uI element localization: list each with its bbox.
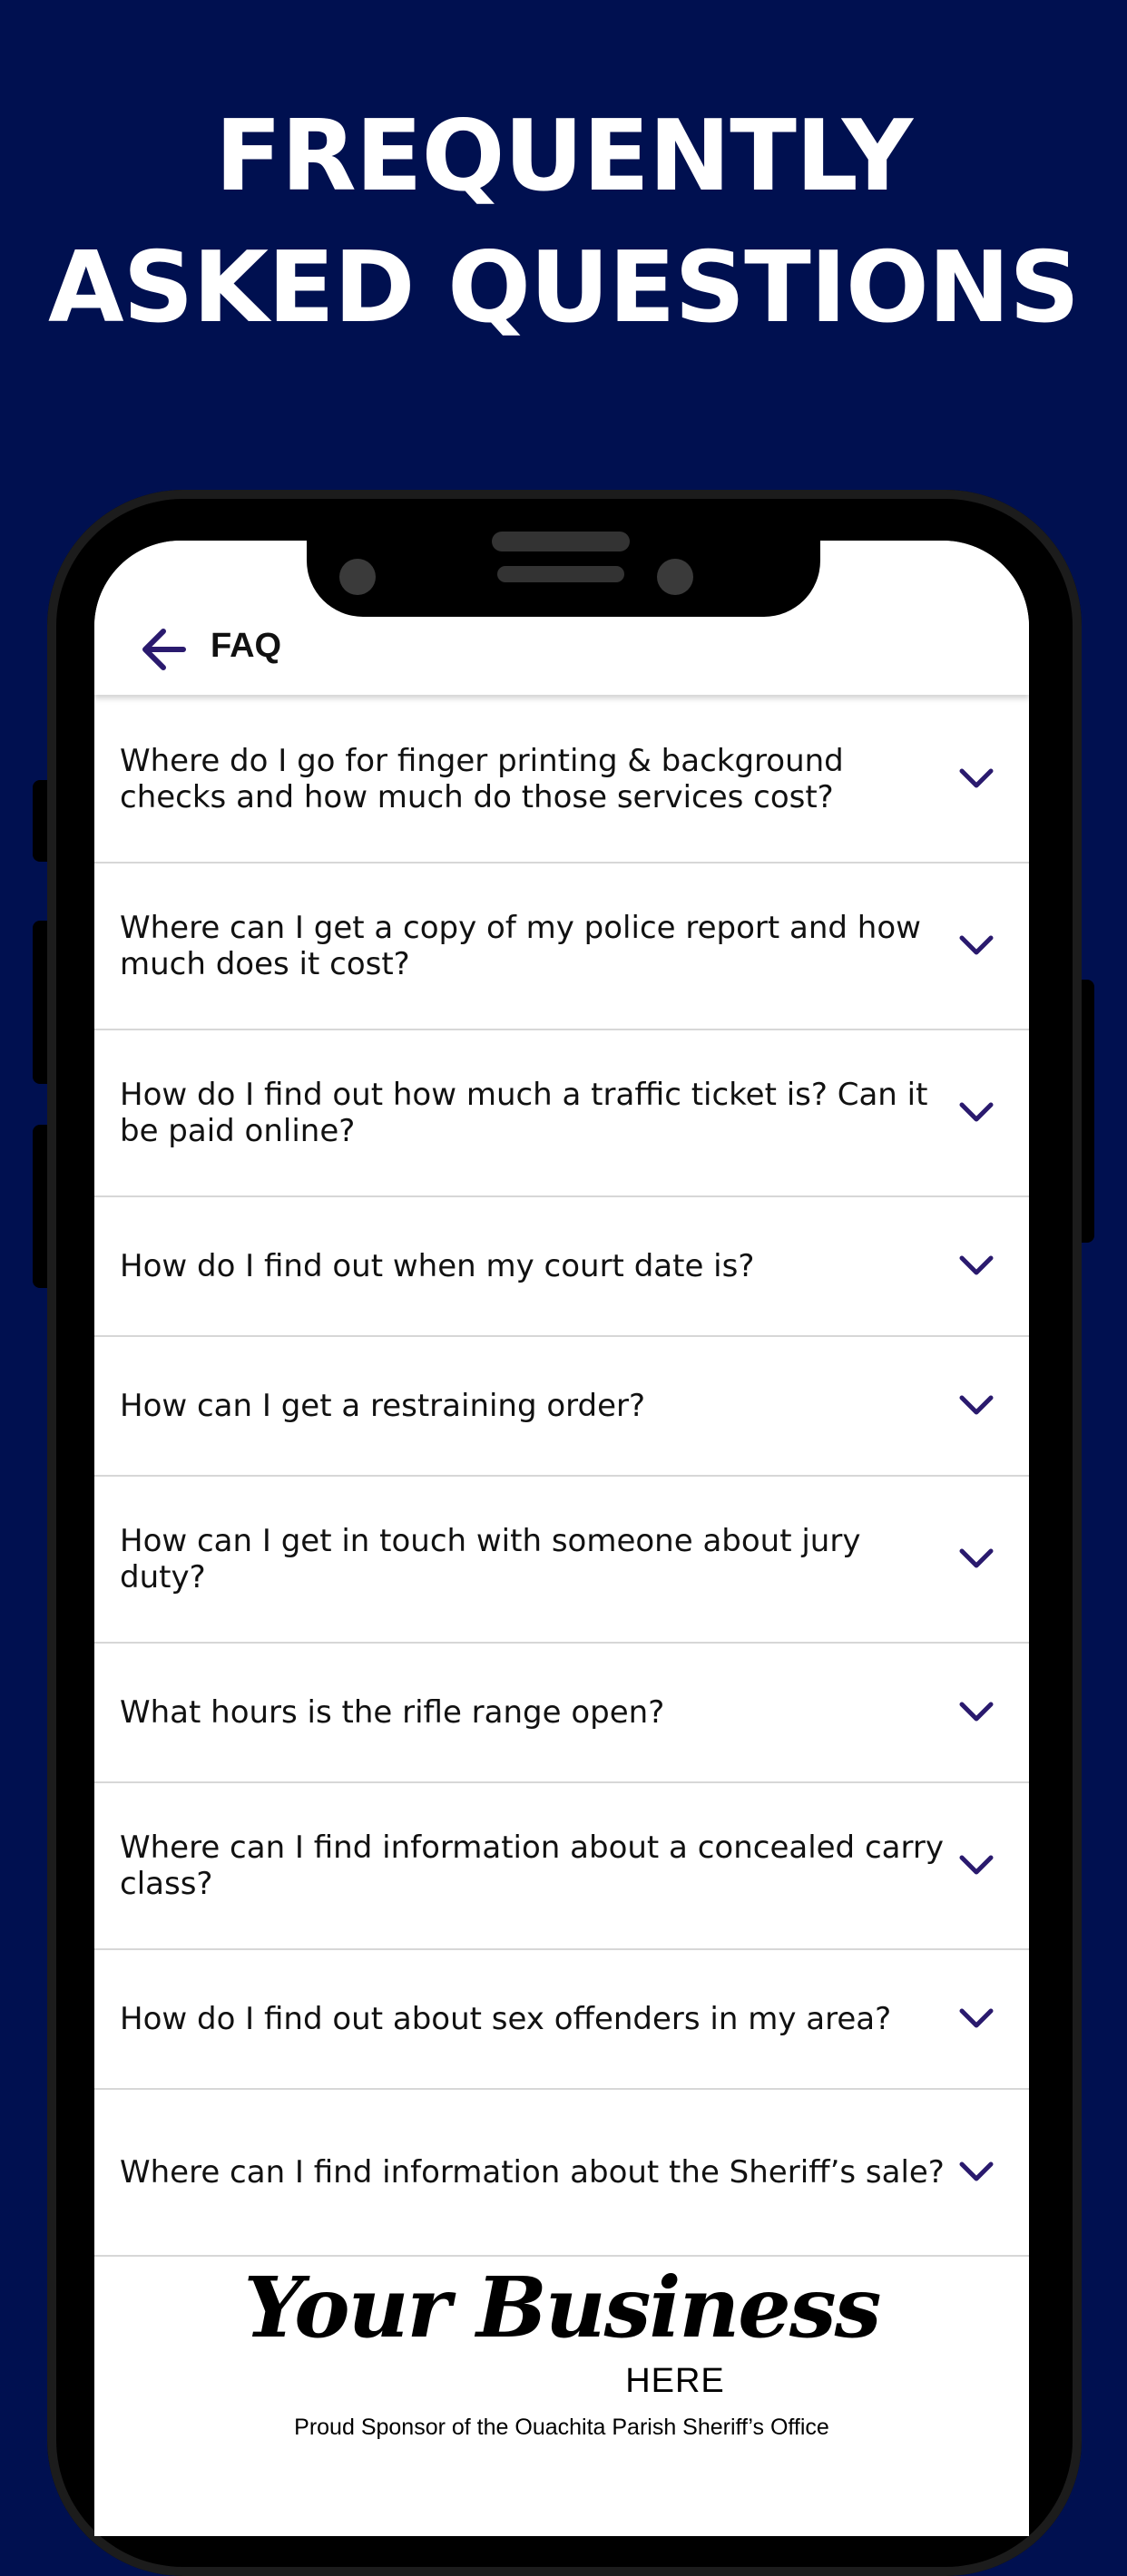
faq-question: How can I get a restraining order? <box>120 1388 646 1424</box>
app-screen <box>94 541 1029 2536</box>
phone-speaker <box>497 566 624 582</box>
faq-item[interactable] <box>94 2090 1029 2257</box>
faq-list <box>94 697 1029 2257</box>
sponsor-logo-subtext: HERE <box>625 2362 725 2400</box>
faq-item[interactable] <box>94 1950 1029 2090</box>
sponsor-banner[interactable] <box>94 2244 1029 2462</box>
chevron-down-icon[interactable] <box>956 1546 996 1573</box>
phone-speaker <box>492 532 630 551</box>
phone-camera <box>339 559 376 595</box>
chevron-down-icon[interactable] <box>956 1852 996 1879</box>
chevron-down-icon[interactable] <box>956 2159 996 2186</box>
faq-item[interactable] <box>94 1337 1029 1477</box>
phone-sensor <box>657 559 693 595</box>
chevron-down-icon[interactable] <box>956 932 996 960</box>
faq-item[interactable] <box>94 864 1029 1030</box>
faq-question: What hours is the rifle range open? <box>120 1694 665 1731</box>
faq-question: How can I get in touch with someone about jury duty? <box>120 1523 861 1595</box>
headline-line-1: FREQUENTLY <box>214 100 913 213</box>
chevron-down-icon[interactable] <box>956 2005 996 2033</box>
faq-question: How do I find out about sex offenders in my area? <box>120 2001 892 2037</box>
chevron-down-icon[interactable] <box>956 766 996 793</box>
promo-headline <box>0 91 1127 354</box>
arrow-left-icon[interactable] <box>138 622 189 677</box>
faq-question: How do I find out when my court date is? <box>120 1248 755 1284</box>
faq-question: Where do I go for finger printing & background checks and how much do those services cost? <box>120 743 844 815</box>
headline-line-2: ASKED QUESTIONS <box>48 231 1079 345</box>
chevron-down-icon[interactable] <box>956 1392 996 1420</box>
faq-item[interactable] <box>94 1477 1029 1644</box>
sponsor-logo: Your Business <box>243 2259 880 2356</box>
chevron-down-icon[interactable] <box>956 1253 996 1280</box>
faq-question: Where can I get a copy of my police report and how much does it cost? <box>120 910 921 982</box>
faq-item[interactable] <box>94 1030 1029 1197</box>
faq-question: Where can I find information about the Sheriff’s sale? <box>120 2154 945 2191</box>
faq-question: How do I find out how much a traffic ticket is? Can it be paid online? <box>120 1077 928 1149</box>
faq-item[interactable] <box>94 1644 1029 1783</box>
page-title: FAQ <box>211 627 282 665</box>
faq-question: Where can I find information about a concealed carry class? <box>120 1830 944 1902</box>
chevron-down-icon[interactable] <box>956 1699 996 1726</box>
faq-item[interactable] <box>94 697 1029 864</box>
chevron-down-icon[interactable] <box>956 1099 996 1127</box>
faq-item[interactable] <box>94 1197 1029 1337</box>
faq-item[interactable] <box>94 1783 1029 1950</box>
sponsor-tagline: Proud Sponsor of the Ouachita Parish Sheriff’s Office <box>294 2415 829 2440</box>
